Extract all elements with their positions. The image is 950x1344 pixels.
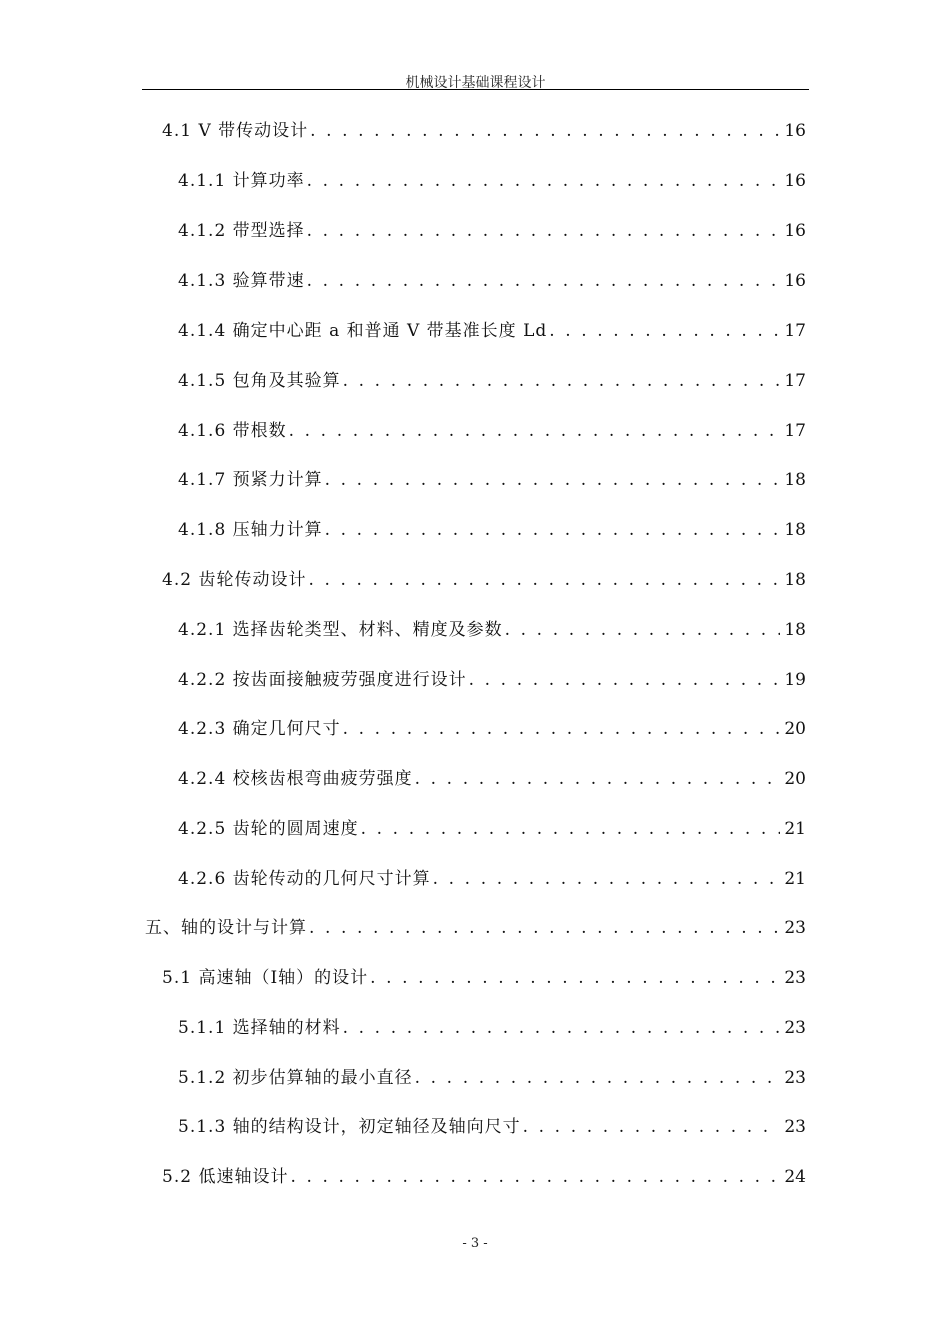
toc-entry-page: 23 [784, 968, 806, 988]
toc-leader-dots [361, 816, 780, 842]
toc-entry-title: 4.2 齿轮传动设计 [162, 570, 307, 590]
toc-entry-page: 21 [784, 819, 806, 839]
toc-entry[interactable] [178, 467, 806, 493]
toc-entry-page: 18 [784, 620, 806, 640]
toc-leader-dots [370, 965, 780, 991]
toc-entry-page: 18 [784, 470, 806, 490]
toc-leader-dots [343, 368, 780, 394]
toc-entry-page: 17 [784, 371, 806, 391]
toc-entry-title: 5.1.2 初步估算轴的最小直径 [178, 1068, 413, 1088]
toc-leader-dots [307, 168, 780, 194]
toc-entry-page: 20 [784, 769, 806, 789]
page-number: - 3 - [462, 1236, 488, 1251]
toc-entry-title: 4.1.5 包角及其验算 [178, 371, 341, 391]
toc-entry-page: 23 [784, 1068, 806, 1088]
toc-entry-title: 4.1.2 带型选择 [178, 221, 305, 241]
toc-entry-title: 5.1.3 轴的结构设计，初定轴径及轴向尺寸 [178, 1117, 521, 1137]
toc-entry-title: 五、轴的设计与计算 [145, 918, 307, 938]
toc-entry-page: 16 [784, 221, 806, 241]
toc-entry-title: 4.1.1 计算功率 [178, 171, 305, 191]
toc-entry[interactable] [178, 1114, 806, 1140]
toc-entry[interactable] [178, 517, 806, 543]
toc-leader-dots [415, 766, 780, 792]
toc-entry-title: 4.1.6 带根数 [178, 421, 287, 441]
toc-entry[interactable] [178, 1015, 806, 1041]
toc-entry-title: 4.2.3 确定几何尺寸 [178, 719, 341, 739]
toc-entry-title: 5.1 高速轴（Ⅰ轴）的设计 [162, 968, 369, 988]
toc-entry[interactable] [178, 716, 806, 742]
toc-entry-title: 4.1.4 确定中心距 a 和普通 V 带基准长度 Ld [178, 321, 548, 341]
toc-entry[interactable] [178, 866, 806, 892]
toc-entry[interactable] [178, 1065, 806, 1091]
toc-entry[interactable] [162, 1164, 806, 1190]
toc-leader-dots [343, 716, 780, 742]
toc-leader-dots [289, 418, 780, 444]
toc-entry-title: 4.2.1 选择齿轮类型、材料、精度及参数 [178, 620, 503, 640]
toc-entry-title: 4.1.7 预紧力计算 [178, 470, 323, 490]
toc-entry-page: 16 [784, 171, 806, 191]
toc-entry-title: 4.2.4 校核齿根弯曲疲劳强度 [178, 769, 413, 789]
toc-entry-page: 16 [784, 271, 806, 291]
toc-entry-page: 19 [784, 670, 806, 690]
toc-entry-page: 21 [784, 869, 806, 889]
toc-entry[interactable] [178, 816, 806, 842]
toc-leader-dots [309, 915, 780, 941]
toc-entry[interactable] [178, 617, 806, 643]
toc-leader-dots [310, 118, 780, 144]
toc-leader-dots [325, 467, 780, 493]
toc-leader-dots [415, 1065, 780, 1091]
toc-entry-page: 20 [784, 719, 806, 739]
toc-entry-page: 23 [784, 1117, 806, 1137]
toc-entry[interactable] [178, 368, 806, 394]
toc-entry-page: 18 [784, 570, 806, 590]
toc-entry-page: 16 [784, 121, 806, 141]
toc-entry-page: 24 [784, 1167, 806, 1187]
toc-entry-title: 4.1.3 验算带速 [178, 271, 305, 291]
toc-entry-page: 23 [784, 1018, 806, 1038]
toc-entry[interactable] [178, 418, 806, 444]
toc-entry-page: 17 [784, 421, 806, 441]
toc-leader-dots [307, 218, 780, 244]
toc-entry-title: 5.1.1 选择轴的材料 [178, 1018, 341, 1038]
toc-entry-page: 17 [784, 321, 806, 341]
toc-entry[interactable] [178, 318, 806, 344]
toc-entry[interactable] [178, 667, 806, 693]
toc-entry[interactable] [178, 766, 806, 792]
toc-entry[interactable] [145, 915, 806, 941]
toc-entry[interactable] [178, 268, 806, 294]
toc-entry-title: 4.1.8 压轴力计算 [178, 520, 323, 540]
toc-leader-dots [343, 1015, 780, 1041]
toc-entry[interactable] [178, 168, 806, 194]
toc-entry[interactable] [162, 118, 806, 144]
toc-leader-dots [433, 866, 780, 892]
toc-leader-dots [308, 567, 780, 593]
toc-entry-page: 23 [784, 918, 806, 938]
toc-entry-title: 4.2.5 齿轮的圆周速度 [178, 819, 359, 839]
toc-leader-dots [523, 1114, 780, 1140]
toc-entry[interactable] [178, 218, 806, 244]
toc-leader-dots [290, 1164, 780, 1190]
toc-leader-dots [469, 667, 780, 693]
page-header-title: 机械设计基础课程设计 [405, 75, 546, 91]
toc-leader-dots [307, 268, 780, 294]
toc-entry-page: 18 [784, 520, 806, 540]
toc-entry-title: 4.1 V 带传动设计 [162, 121, 309, 141]
toc-entry[interactable] [162, 965, 806, 991]
toc-leader-dots [325, 517, 780, 543]
toc-entry[interactable] [162, 567, 806, 593]
toc-entry-title: 5.2 低速轴设计 [162, 1167, 289, 1187]
toc-leader-dots [549, 318, 780, 344]
toc-leader-dots [505, 617, 780, 643]
toc-entry-title: 4.2.6 齿轮传动的几何尺寸计算 [178, 869, 431, 889]
toc-entry-title: 4.2.2 按齿面接触疲劳强度进行设计 [178, 670, 467, 690]
